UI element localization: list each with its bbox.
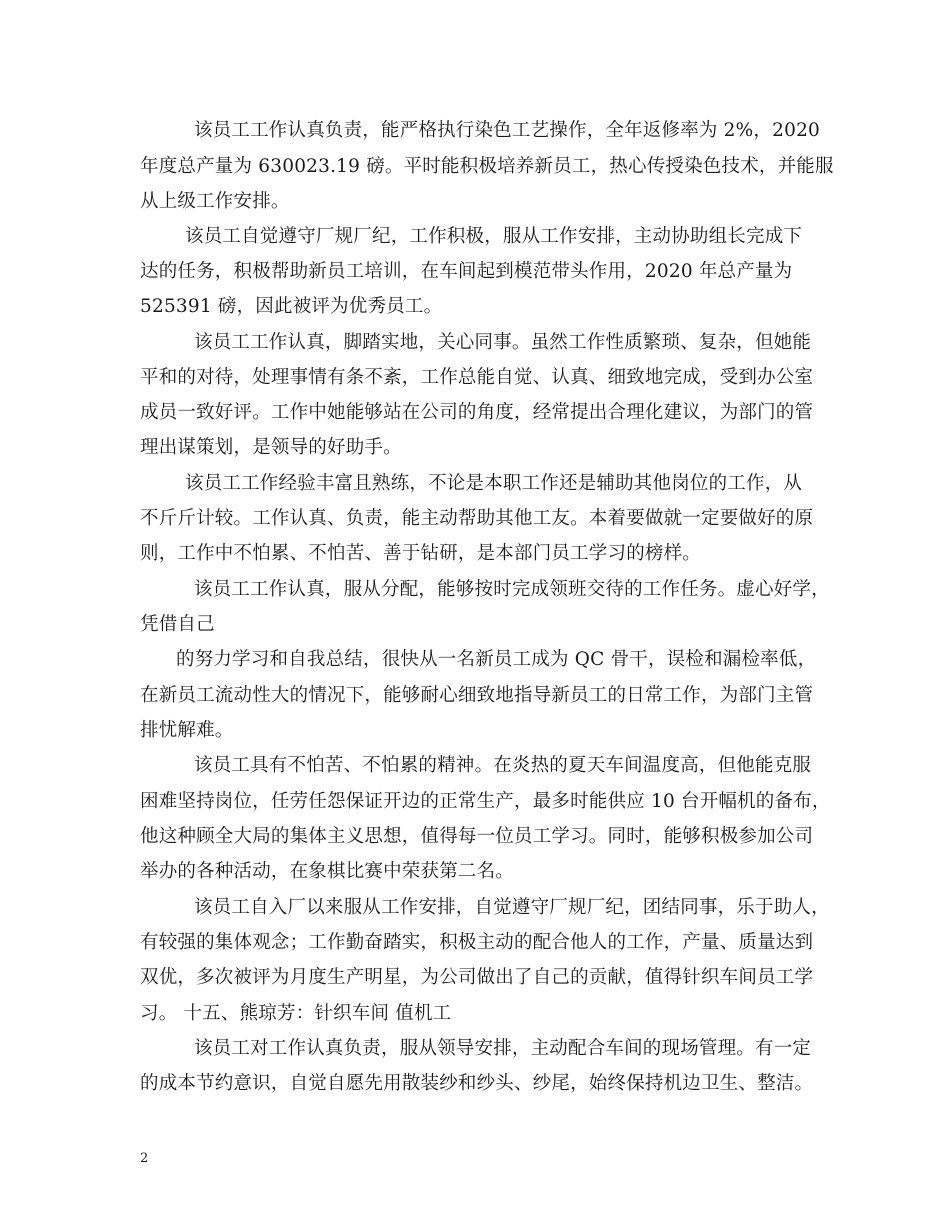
paragraph-5-line-5: 排忧解难。 [140,720,234,741]
paragraph-2-line-2: 达的任务，积极帮助新员工培训，在车间起到模范带头作用，2020 年总产量为 [140,261,793,282]
paragraph-8-line-2: 的成本节约意识，自觉自愿先用散装纱和纱头、纱尾，始终保持机边卫生、整洁。 [140,1073,814,1094]
paragraph-6-line-4: 举办的各种活动，在象棋比赛中荣获第二名。 [140,861,515,882]
paragraph-1-line-3: 从上级工作安排。 [140,191,290,212]
paragraph-5-line-4: 在新员工流动性大的情况下，能够耐心细致地指导新员工的日常工作，为部门主管 [140,685,814,706]
page-number: 2 [140,1151,149,1166]
paragraph-1-line-2: 年度总产量为 630023.19 磅。平时能积极培养新员工，热心传授染色技术，并能服 [140,156,834,177]
paragraph-3-line-4: 理出谋策划，是领导的好助手。 [140,437,402,458]
paragraph-4-line-2: 不斤斤计较。工作认真、负责，能主动帮助其他工友。本着要做就一定要做好的原 [140,508,814,529]
paragraph-5-line-1: 该员工工作认真，服从分配，能够按时完成领班交待的工作任务。虚心好学， [194,579,830,600]
paragraph-4-line-3: 则，工作中不怕累、不怕苦、善于钻研，是本部门员工学习的榜样。 [140,543,702,564]
paragraph-6-line-3: 他这种顾全大局的集体主义思想，值得每一位员工学习。同时，能够积极参加公司 [140,826,814,847]
paragraph-6-line-2: 困难坚持岗位，任劳任怨保证开边的正常生产，最多时能供应 10 台开幅机的备布， [140,791,831,812]
paragraph-6-line-1: 该员工具有不怕苦、不怕累的精神。在炎热的夏天车间温度高，但他能克服 [194,755,812,776]
paragraph-3-line-1: 该员工工作认真，脚踏实地，关心同事。虽然工作性质繁琐、复杂，但她能 [194,332,812,353]
paragraph-8-line-1: 该员工对工作认真负责，服从领导安排，主动配合车间的现场管理。有一定 [194,1038,812,1059]
paragraph-2-line-3: 525391 磅，因此被评为优秀员工。 [140,296,443,317]
paragraph-3-line-2: 平和的对待，处理事情有条不紊，工作总能自觉、认真、细致地完成，受到办公室 [140,367,814,388]
paragraph-2-line-1: 该员工自觉遵守厂规厂纪，工作积极，服从工作安排，主动协助组长完成下 [185,226,803,247]
paragraph-7-line-1: 该员工自入厂以来服从工作安排，自觉遵守厂规厂纪，团结同事，乐于助人， [194,897,830,918]
paragraph-7-line-4: 习。 十五、熊琼芳：针织车间 值机工 [140,1003,452,1024]
paragraph-5-line-2: 凭借自己 [140,614,215,635]
paragraph-7-line-2: 有较强的集体观念；工作勤奋踏实，积极主动的配合他人的工作，产量、质量达到 [140,932,814,953]
paragraph-7-line-3: 双优，多次被评为月度生产明星，为公司做出了自己的贡献，值得针织车间员工学 [140,967,814,988]
paragraph-1-line-1: 该员工工作认真负责，能严格执行染色工艺操作，全年返修率为 2%，2020 [194,120,821,141]
paragraph-3-line-3: 成员一致好评。工作中她能够站在公司的角度，经常提出合理化建议，为部门的管 [140,402,814,423]
paragraph-4-line-1: 该员工工作经验丰富且熟练，不论是本职工作还是辅助其他岗位的工作，从 [185,473,803,494]
paragraph-5-line-3: 的努力学习和自我总结，很快从一名新员工成为 QC 骨干，误检和漏检率低， [176,649,817,670]
